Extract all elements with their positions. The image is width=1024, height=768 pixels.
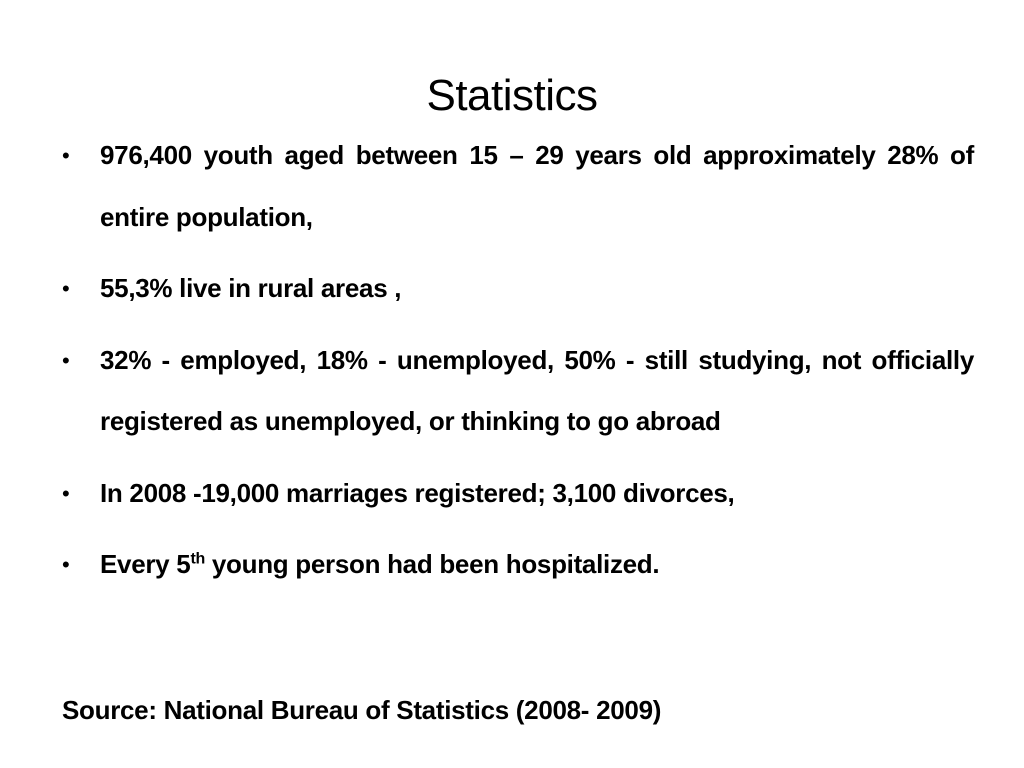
bullet-item: [62, 463, 974, 525]
bullet-text: 55,3% live in rural areas ,: [100, 273, 402, 303]
bullet-point-icon: •: [62, 143, 70, 168]
bullet-point-icon: •: [62, 552, 70, 577]
bullet-list: [62, 125, 974, 606]
ordinal-suffix: th: [190, 550, 205, 568]
bullet-item: [62, 534, 974, 596]
bullet-text-pre: Every 5: [100, 549, 191, 579]
bullet-item: [62, 125, 974, 248]
bullet-text-post: young person had been hospitalized.: [204, 549, 660, 579]
bullet-point-icon: •: [62, 480, 70, 506]
slide-title: Statistics: [426, 71, 598, 120]
bullet-text: [100, 549, 659, 579]
bullet-point-icon: •: [62, 276, 70, 301]
source-citation: Source: National Bureau of Statistics (2008- 2009): [62, 695, 662, 725]
bullet-item: [62, 330, 974, 453]
bullet-point-icon: •: [62, 347, 70, 373]
bullet-item: [62, 258, 974, 320]
bullet-text: 976,400 youth aged between 15 – 29 years old approximately 28% of entire population,: [100, 140, 974, 232]
bullet-text: 32% - employed, 18% - unemployed, 50% - still studying, not officially registered as unemployed, or thinking to go abroad: [100, 344, 974, 436]
bullet-text: In 2008 -19,000 marriages registered; 3,100 divorces,: [100, 477, 735, 508]
